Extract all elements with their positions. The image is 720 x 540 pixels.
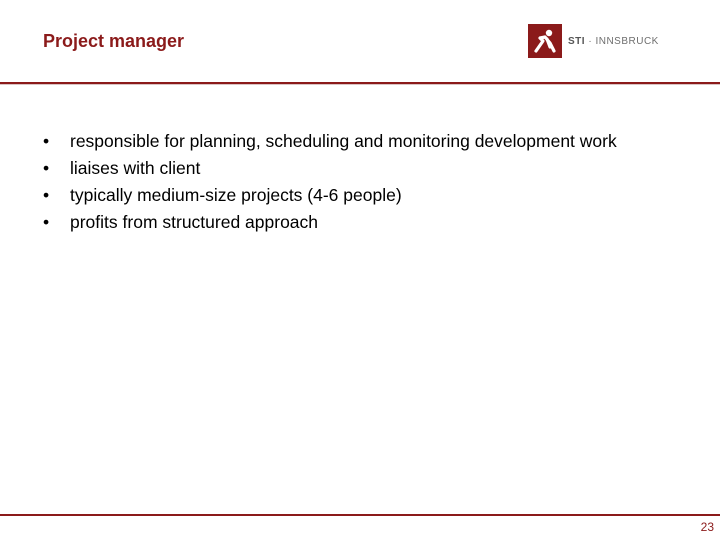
logo-brand: STI (568, 35, 586, 47)
bullet-marker: • (43, 185, 50, 205)
bullet-item (43, 209, 617, 236)
logo-wordmark (568, 36, 659, 47)
sti-innsbruck-logo (528, 23, 659, 59)
bullet-marker: • (43, 212, 50, 232)
bullet-item (43, 182, 617, 209)
bullet-text: typically medium-size projects (4-6 people) (70, 185, 402, 205)
bullet-item (43, 128, 617, 155)
sti-logo-icon (528, 24, 562, 58)
logo-separator: · (585, 35, 596, 47)
bullet-list (43, 128, 617, 236)
footer-divider (0, 514, 720, 516)
bullet-marker: • (43, 131, 50, 151)
header-divider-shadow (0, 84, 720, 85)
bullet-text: profits from structured approach (70, 212, 319, 232)
bullet-text: liaises with client (70, 158, 201, 178)
logo-location: INNSBRUCK (595, 35, 659, 47)
bullet-marker: • (43, 158, 50, 178)
page-number: 23 (700, 520, 714, 534)
bullet-item (43, 155, 617, 182)
slide-title: Project manager (43, 31, 185, 51)
bullet-text: responsible for planning, scheduling and monitoring development work (70, 131, 617, 151)
